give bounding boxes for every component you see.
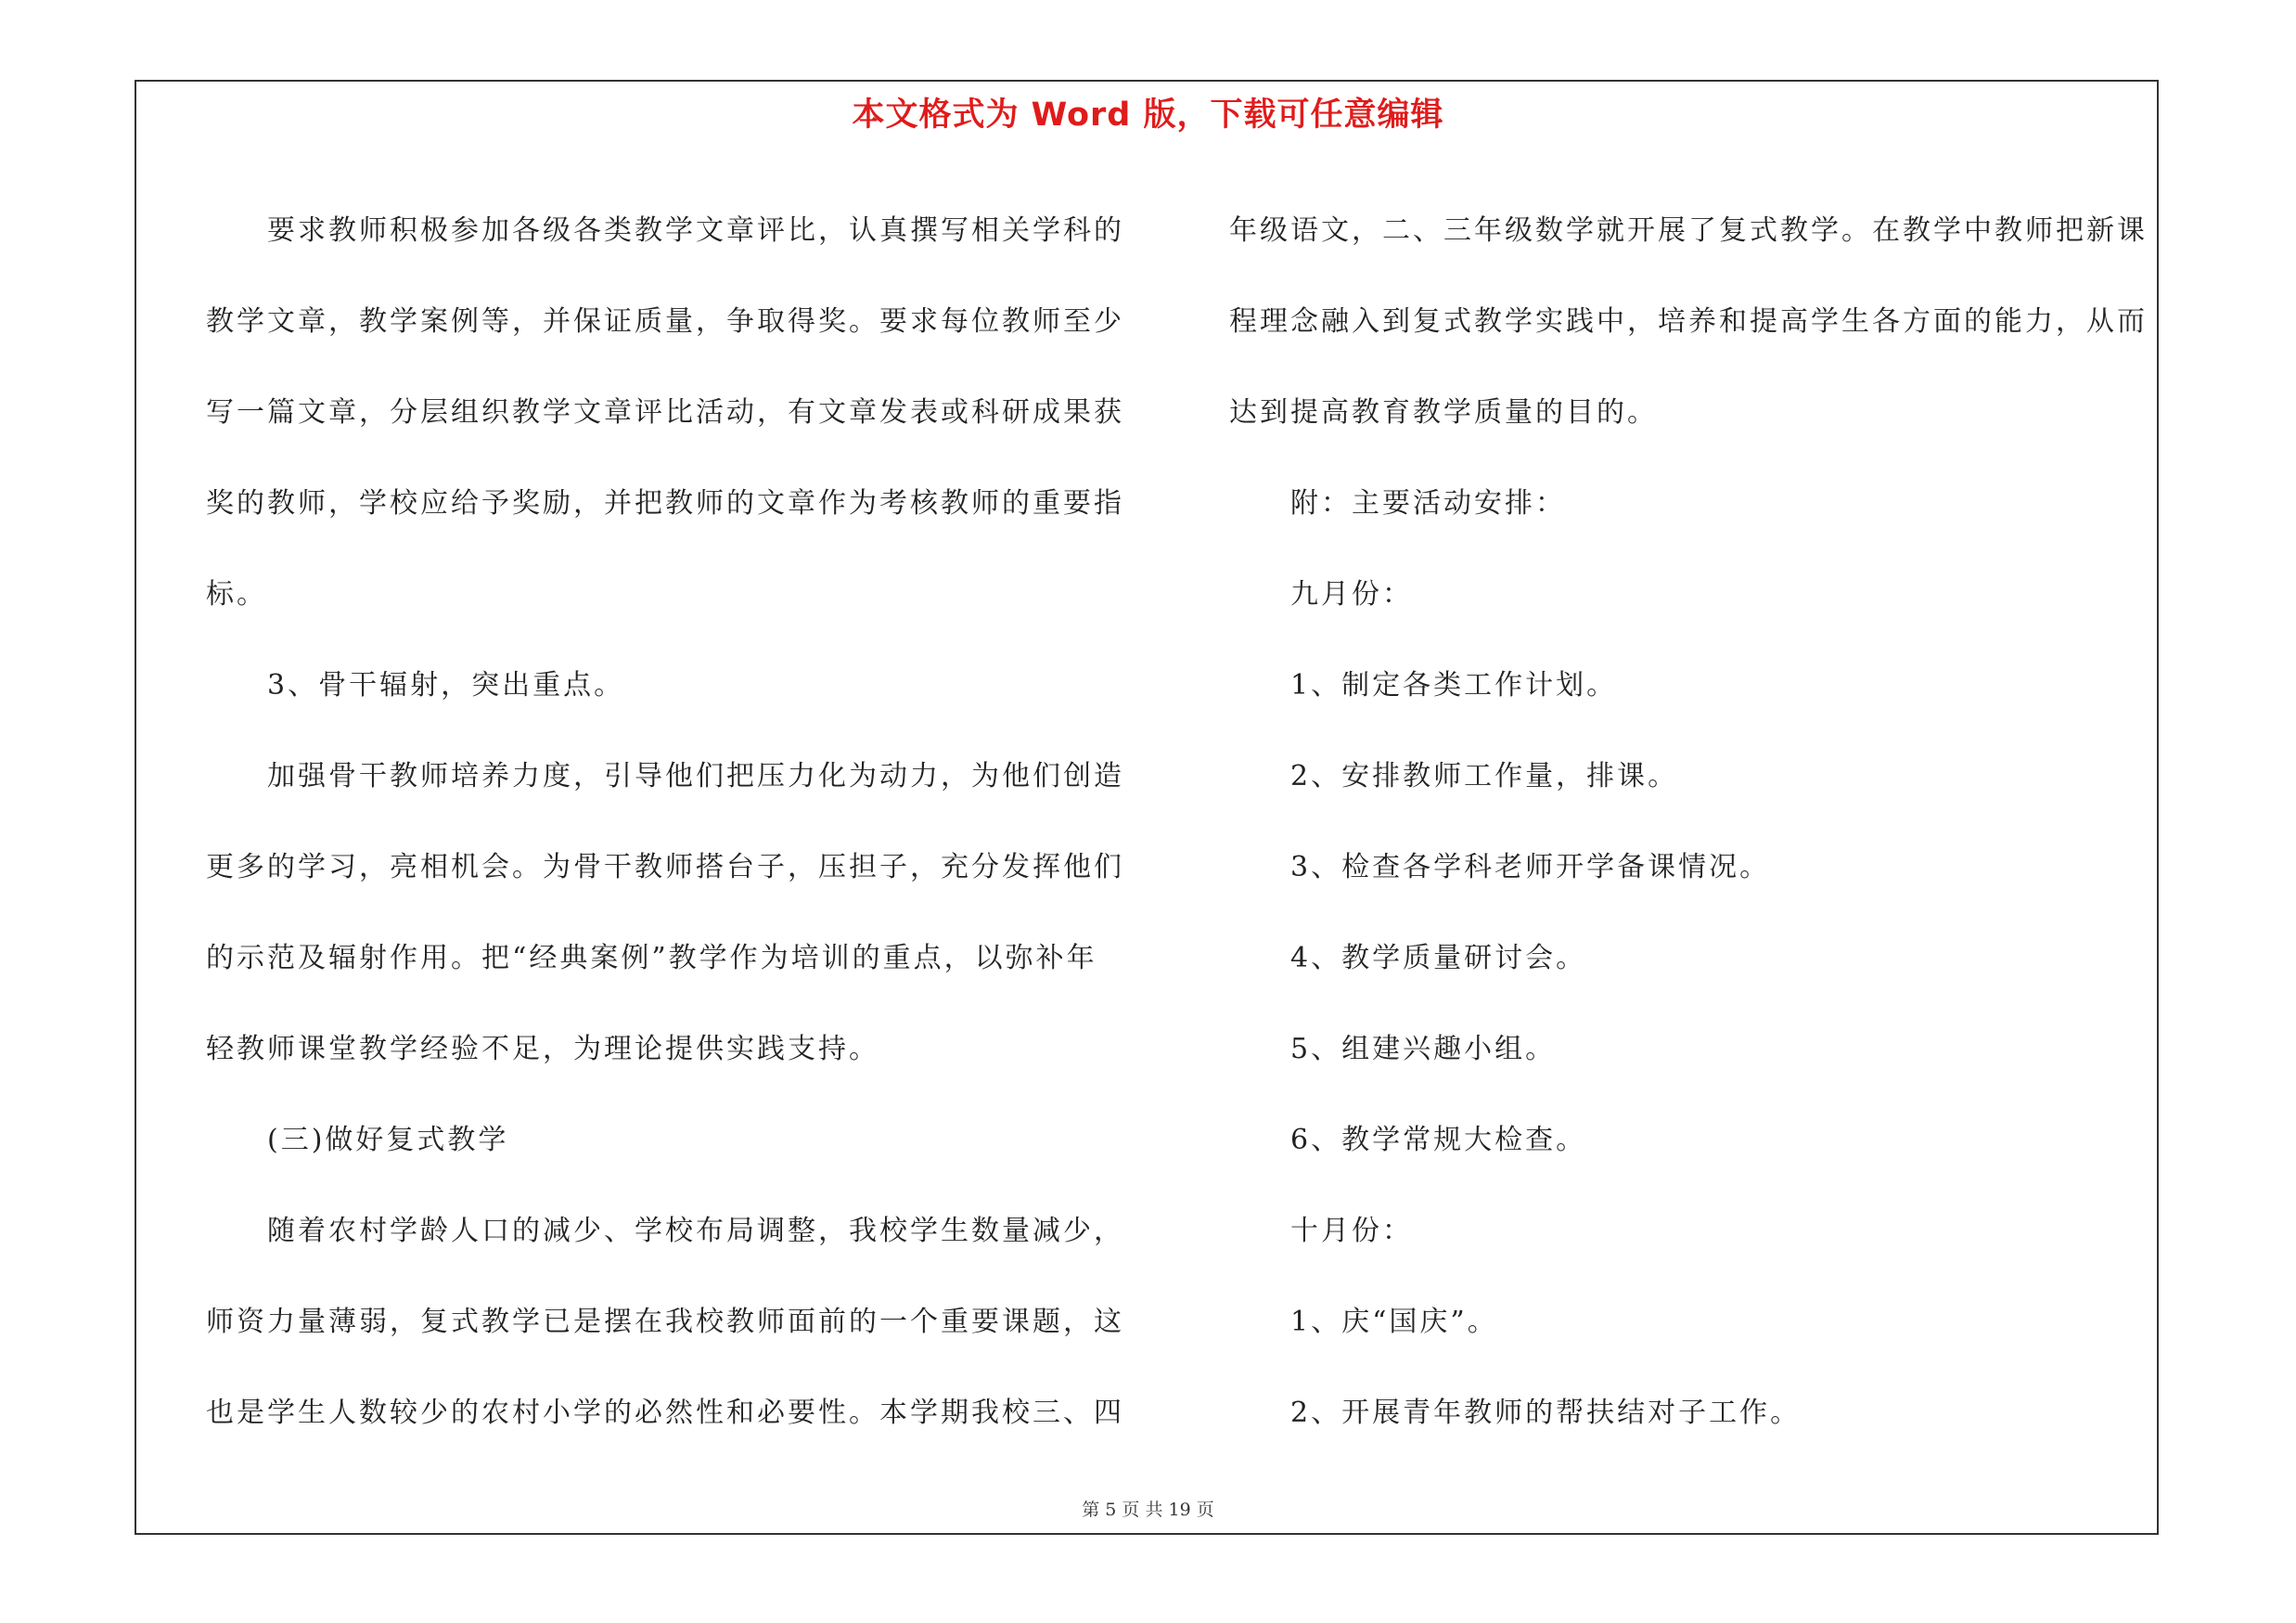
left-text-column — [206, 186, 1134, 1459]
text-line: 奖的教师，学校应给予奖励，并把教师的文章作为考核教师的重要指 — [206, 487, 1124, 520]
right-text-column — [1229, 186, 2157, 1459]
text-line: 标。 — [206, 578, 267, 611]
list-item: 3、检查各学科老师开学备课情况。 — [1229, 851, 1771, 883]
list-item: 2、安排教师工作量，排课。 — [1229, 760, 1679, 792]
month-heading: 九月份： — [1229, 578, 1413, 611]
text-line: 也是学生人数较少的农村小学的必然性和必要性。本学期我校三、四 — [206, 1397, 1124, 1429]
list-item: 4、教学质量研讨会。 — [1229, 942, 1587, 974]
text-line: 更多的学习，亮相机会。为骨干教师搭台子，压担子，充分发挥他们 — [206, 851, 1124, 883]
format-notice-banner: 本文格式为 Word 版，下载可任意编辑 — [852, 97, 1444, 134]
text-line: 随着农村学龄人口的减少、学校布局调整，我校学生数量减少， — [206, 1215, 1124, 1247]
text-line: 程理念融入到复式教学实践中，培养和提高学生各方面的能力，从而 — [1229, 305, 2148, 338]
text-line: 写一篇文章，分层组织教学文章评比活动，有文章发表或科研成果获 — [206, 396, 1124, 429]
page-number-footer: 第 5 页 共 19 页 — [1082, 1500, 1214, 1520]
text-line: 的示范及辐射作用。把“经典案例”教学作为培训的重点，以弥补年 — [206, 942, 1097, 974]
text-line: 轻教师课堂教学经验不足，为理论提供实践支持。 — [206, 1033, 879, 1065]
appendix-heading: 附：主要活动安排： — [1229, 487, 1566, 520]
text-line: 师资力量薄弱，复式教学已是摆在我校教师面前的一个重要课题，这 — [206, 1306, 1124, 1338]
text-line: 达到提高教育教学质量的目的。 — [1229, 396, 1658, 429]
list-item: 1、庆“国庆”。 — [1229, 1306, 1498, 1338]
text-line: 教学文章，教学案例等，并保证质量，争取得奖。要求每位教师至少 — [206, 305, 1124, 338]
list-item: 2、开展青年教师的帮扶结对子工作。 — [1229, 1397, 1802, 1429]
month-heading: 十月份： — [1229, 1215, 1413, 1247]
list-item: 1、制定各类工作计划。 — [1229, 669, 1618, 702]
section-heading: 3、骨干辐射，突出重点。 — [206, 669, 625, 702]
list-item: 6、教学常规大检查。 — [1229, 1124, 1587, 1156]
text-line: 年级语文，二、三年级数学就开展了复式教学。在教学中教师把新课 — [1229, 214, 2148, 247]
text-line: 要求教师积极参加各级各类教学文章评比，认真撰写相关学科的 — [206, 214, 1124, 247]
text-line: 加强骨干教师培养力度，引导他们把压力化为动力，为他们创造 — [206, 760, 1124, 792]
section-heading: (三)做好复式教学 — [206, 1124, 509, 1156]
list-item: 5、组建兴趣小组。 — [1229, 1033, 1557, 1065]
